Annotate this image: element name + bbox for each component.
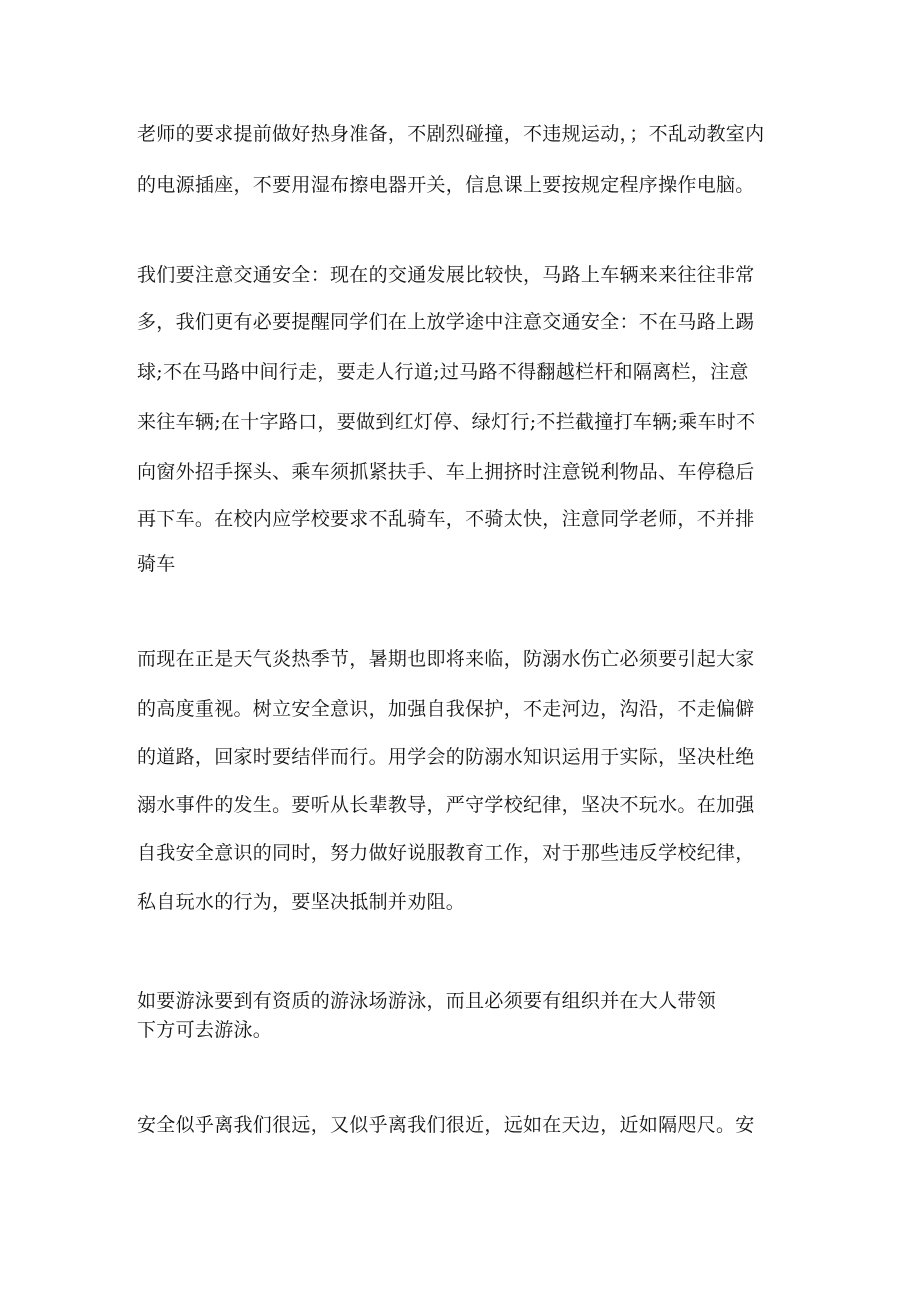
paragraph-4-line-2: 下方可去游泳。: [137, 1019, 273, 1041]
paragraph-5-line-1: 安全似乎离我们很远，又似乎离我们很近，远如在天边，近如隔咫尺。安: [137, 1114, 755, 1136]
paragraph-3-line-2: 的高度重视。树立安全意识，加强自我保护，不走河边，沟沿，不走偏僻: [137, 698, 755, 720]
paragraph-3-line-5: 自我安全意识的同时，努力做好说服教育工作，对于那些违反学校纪律，: [137, 842, 755, 864]
paragraph-3-line-3: 的道路，回家时要结伴而行。用学会的防溺水知识运用于实际，坚决杜绝: [137, 746, 755, 768]
paragraph-4-line-1: 如要游泳要到有资质的游泳场游泳，而且必须要有组织并在大人带领: [137, 990, 717, 1012]
paragraph-1-line-2: 的电源插座，不要用湿布擦电器开关，信息课上要按规定程序操作电脑。: [137, 174, 755, 196]
paragraph-2-line-7: 骑车: [137, 553, 176, 575]
paragraph-2-line-6: 再下车。在校内应学校要求不乱骑车，不骑太快，注意同学老师，不并排: [137, 508, 755, 530]
paragraph-3-line-6: 私自玩水的行为，要坚决抵制并劝阻。: [137, 891, 466, 913]
paragraph-1-line-1: 老师的要求提前做好热身准备，不剧烈碰撞，不违规运动，；不乱动教室内: [137, 123, 765, 145]
paragraph-2-line-5: 向窗外招手探头、乘车须抓紧扶手、车上拥挤时注意锐利物品、车停稳后: [137, 461, 755, 483]
paragraph-3-line-4: 溺水事件的发生。要听从长辈教导，严守学校纪律，坚决不玩水。在加强: [137, 794, 755, 816]
paragraph-2-line-3: 球;不在马路中间行走，要走人行道;过马路不得翻越栏杆和隔离栏，注意: [137, 361, 749, 383]
paragraph-2-line-4: 来往车辆;在十字路口，要做到红灯停、绿灯行;不拦截撞打车辆;乘车时不: [137, 411, 756, 433]
paragraph-2-line-2: 多，我们更有必要提醒同学们在上放学途中注意交通安全：不在马路上踢: [137, 311, 755, 333]
paragraph-2-line-1: 我们要注意交通安全：现在的交通发展比较快，马路上车辆来来往往非常: [137, 264, 755, 286]
paragraph-3-line-1: 而现在正是天气炎热季节，暑期也即将来临，防溺水伤亡必须要引起大家: [137, 648, 755, 670]
